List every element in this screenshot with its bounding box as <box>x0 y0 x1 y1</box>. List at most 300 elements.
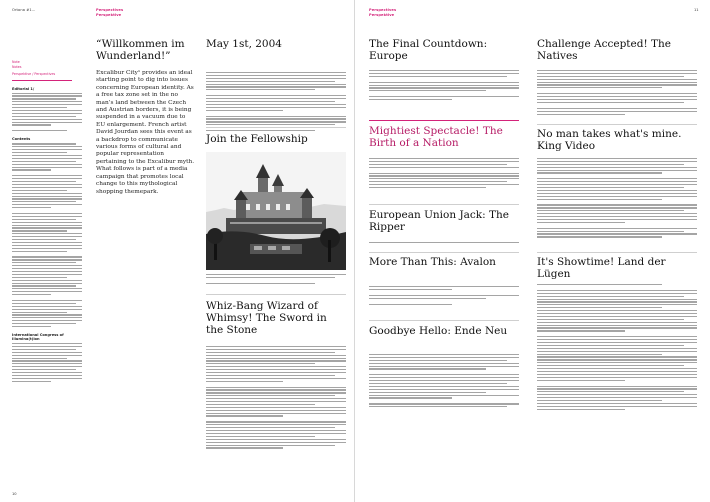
body-text-line <box>12 178 82 179</box>
body-text-line <box>537 164 684 165</box>
body-text-line <box>206 78 346 79</box>
left-sidebar <box>12 60 82 384</box>
body-text-line <box>537 299 697 300</box>
body-text-line <box>12 323 76 324</box>
body-text-line <box>537 233 697 234</box>
body-text-line <box>537 330 625 331</box>
body-text-line <box>12 98 76 99</box>
ripper-heading: European Union Jack: The Ripper <box>369 209 510 233</box>
body-text-line <box>206 398 346 399</box>
body-text-line <box>537 386 697 387</box>
body-text-line <box>537 307 662 308</box>
challenge-heading: Challenge Accepted! The Natives <box>537 38 671 62</box>
challenge-body <box>537 70 697 116</box>
left-page-number: 10 <box>12 492 17 496</box>
right-section-folio <box>369 8 396 18</box>
final-countdown-body <box>369 70 519 102</box>
body-text-line <box>12 198 82 199</box>
body-text-line <box>12 95 82 96</box>
body-text-line <box>12 265 82 266</box>
body-text-line <box>369 76 507 77</box>
body-text-line <box>12 213 82 214</box>
avalon-rule <box>369 252 519 253</box>
body-text-line <box>537 293 697 294</box>
body-text-line <box>206 283 315 284</box>
join-heading: Join the Fellowship <box>206 133 308 145</box>
body-text-line <box>12 251 67 252</box>
body-text-line <box>12 291 82 292</box>
body-text-line <box>206 436 315 437</box>
body-text-line <box>537 391 684 392</box>
body-text-line <box>206 401 346 402</box>
sidebar-heading-congress: International Congress of Illumina(t)ion <box>12 333 64 342</box>
body-text-line <box>537 76 684 77</box>
body-text-line <box>12 119 82 120</box>
body-text-line <box>12 271 82 272</box>
body-text-line <box>206 413 346 414</box>
body-text-line <box>206 346 346 347</box>
body-text-line <box>12 184 82 185</box>
body-text-line <box>369 304 452 305</box>
body-text-line <box>537 170 697 171</box>
mightiest-pink-rule <box>369 120 519 121</box>
body-text-line <box>12 175 82 176</box>
body-text-line <box>12 259 82 260</box>
body-text-line <box>12 288 82 289</box>
body-text-line <box>537 388 697 389</box>
body-text-line <box>369 178 519 179</box>
whiz-heading: Whiz-Bang Wizard of Whimsy! The Sword in the Stone <box>206 300 327 336</box>
noman-rule <box>537 124 697 125</box>
body-text-line <box>206 372 346 373</box>
body-text-line <box>537 204 697 205</box>
body-text-line <box>206 366 346 367</box>
body-text-line <box>12 143 76 144</box>
body-text-line <box>369 73 519 74</box>
body-text-line <box>537 400 662 401</box>
body-text-line <box>537 216 697 217</box>
sidebar-tag-3: Perspektive / Perspectives <box>12 72 56 76</box>
body-text-line <box>206 274 346 275</box>
body-text-line <box>369 286 519 287</box>
body-text-line <box>537 406 697 407</box>
body-text-line <box>369 374 519 375</box>
body-text-line <box>206 404 315 405</box>
body-text-line <box>369 167 519 168</box>
body-text-line <box>12 352 82 353</box>
body-text-line <box>12 113 82 114</box>
right-page <box>355 0 710 502</box>
body-text-line <box>369 406 507 407</box>
body-text-line <box>12 320 82 321</box>
sidebar-tag-2: Notes <box>12 65 22 69</box>
body-text-line <box>369 158 519 159</box>
body-text-line <box>369 380 519 381</box>
body-text-line <box>537 84 697 85</box>
body-text-line <box>537 219 697 220</box>
castle-photo <box>206 152 346 270</box>
body-text-line <box>537 199 662 200</box>
body-text-line <box>12 107 67 108</box>
body-text-line <box>12 225 82 226</box>
mightiest-body <box>369 158 519 190</box>
body-text-line <box>206 369 346 370</box>
goodbye-rule <box>369 320 519 321</box>
body-text-line <box>206 86 346 87</box>
body-text-line <box>537 184 697 185</box>
body-text-line <box>206 352 335 353</box>
body-text-line <box>206 72 346 73</box>
showtime-rule <box>537 252 697 253</box>
date-body <box>206 72 346 133</box>
body-text-line <box>537 193 697 194</box>
body-text-line <box>12 193 82 194</box>
mightiest-heading: Mightiest Spectacle! The Birth of a Nation <box>369 125 503 149</box>
body-text-line <box>12 236 82 237</box>
whiz-rule <box>206 294 346 295</box>
body-text-line <box>537 114 625 115</box>
body-text-line <box>537 374 697 375</box>
body-text-line <box>537 296 684 297</box>
body-text-line <box>537 158 697 159</box>
body-text-line <box>12 164 82 165</box>
body-text-line <box>12 372 82 373</box>
body-text-line <box>537 339 697 340</box>
body-text-line <box>369 242 519 243</box>
body-text-line <box>206 130 315 131</box>
body-text-line <box>12 381 51 382</box>
body-text-line <box>537 190 697 191</box>
body-text-line <box>537 228 697 229</box>
body-text-line <box>12 227 82 228</box>
body-text-line <box>369 90 486 91</box>
noman-heading: No man takes what's mine. King Video <box>537 128 682 152</box>
body-text-line <box>369 161 519 162</box>
body-text-line <box>537 365 684 366</box>
body-text-line <box>537 316 697 317</box>
body-text-line <box>537 345 684 346</box>
body-text-line <box>12 274 82 275</box>
ripper-body <box>369 242 519 245</box>
body-text-line <box>206 375 335 376</box>
body-text-line <box>369 295 519 296</box>
left-section-label: Perspectives <box>96 8 124 12</box>
body-text-line <box>12 245 82 246</box>
body-text-line <box>537 181 697 182</box>
sidebar-heading-editorial: Editorial 1/ <box>12 86 35 91</box>
final-countdown-heading: The Final Countdown: Europe <box>369 38 488 62</box>
whiz-body <box>206 346 346 450</box>
body-text-line <box>369 357 519 358</box>
body-text-line <box>537 284 662 285</box>
body-text-line <box>537 342 697 343</box>
left-folio <box>12 8 35 12</box>
body-text-line <box>12 366 82 367</box>
body-text-line <box>12 262 76 263</box>
body-text-line <box>12 219 76 220</box>
join-rule <box>206 127 346 128</box>
body-text-line <box>537 231 684 232</box>
body-text-line <box>537 236 662 237</box>
body-text-line <box>12 187 82 188</box>
body-text-line <box>206 424 346 425</box>
body-text-line <box>537 348 697 349</box>
body-text-line <box>206 355 346 356</box>
sidebar-tag-1: Note <box>12 60 20 64</box>
body-text-line <box>537 371 697 372</box>
body-text-line <box>369 360 507 361</box>
goodbye-body <box>369 354 519 409</box>
body-text-line <box>206 75 346 76</box>
sidebar-heading-contents: Contents <box>12 137 31 142</box>
body-text-line <box>12 256 82 257</box>
body-text-line <box>12 161 76 162</box>
body-text-line <box>206 415 283 416</box>
body-text-line <box>12 309 82 310</box>
body-text-line <box>12 355 82 356</box>
left-subsection-label: Perspektive <box>96 13 122 17</box>
feature-quote-heading: “Willkommen im Wunderland!” <box>96 38 185 62</box>
body-text-line <box>12 303 76 304</box>
body-text-line <box>537 102 684 103</box>
left-section-folio <box>96 8 123 18</box>
body-text-line <box>537 322 697 323</box>
body-text-line <box>537 196 697 197</box>
body-text-line <box>12 204 82 205</box>
body-text-line <box>537 403 697 404</box>
body-text-line <box>206 81 335 82</box>
body-text-line <box>537 377 697 378</box>
body-text-line <box>12 201 76 202</box>
body-text-line <box>12 280 82 281</box>
body-text-line <box>12 101 82 102</box>
body-text-line <box>369 354 519 355</box>
body-text-line <box>206 116 346 117</box>
body-text-line <box>12 306 82 307</box>
body-text-line <box>206 439 346 440</box>
body-text-line <box>537 187 684 188</box>
body-text-line <box>12 116 76 117</box>
body-text-line <box>369 392 486 393</box>
showtime-heading: It's Showtime! Land der Lügen <box>537 256 666 280</box>
body-text-line <box>12 349 76 350</box>
body-text-line <box>537 108 697 109</box>
feature-lede: Excalibur City¹ provides an ideal starting point to dig into issues concerning European identity. As a free tax zone set in the no man’s land between the Czech and Austrian borders, it is being suspended in a vacuum due to EU enlargement. French artist David Jourdan sees this event as a backdrop to communicate various forms of cultural and popular representation pertaining to the Excalibur myth. What follows is part of a media campaign that promotes local change to this mythological shopping themepark. <box>96 70 195 195</box>
body-text-line <box>537 368 697 369</box>
body-text-line <box>369 96 519 97</box>
body-text-line <box>12 300 82 301</box>
ripper-rule <box>369 204 519 205</box>
body-text-line <box>369 397 452 398</box>
body-text-line <box>12 169 51 170</box>
photo-caption <box>206 274 346 286</box>
body-text-line <box>12 155 82 156</box>
body-text-line <box>206 121 346 122</box>
body-text-line <box>206 410 346 411</box>
body-text-line <box>369 383 507 384</box>
body-text-line <box>537 301 697 302</box>
avalon-body <box>369 274 519 306</box>
body-text-line <box>206 95 346 96</box>
right-page-number: 11 <box>694 8 699 12</box>
body-text-line <box>369 70 519 71</box>
body-text-line <box>206 358 346 359</box>
body-text-line <box>537 354 662 355</box>
body-text-line <box>537 290 697 291</box>
body-text-line <box>12 233 82 234</box>
body-text-line <box>206 381 283 382</box>
body-text-line <box>206 421 346 422</box>
goodbye-heading: Goodbye Hello: Ende Neu <box>369 325 508 337</box>
body-text-line <box>12 104 82 105</box>
body-text-line <box>537 161 697 162</box>
body-text-line <box>12 216 82 217</box>
body-text-line <box>537 409 625 410</box>
body-text-line <box>537 82 697 83</box>
showtime-body <box>537 284 697 412</box>
noman-body <box>537 158 697 239</box>
body-text-line <box>537 310 697 311</box>
body-text-line <box>12 146 82 147</box>
body-text-line <box>206 395 335 396</box>
body-text-line <box>12 242 82 243</box>
body-text-line <box>537 207 697 208</box>
body-text-line <box>12 343 82 344</box>
body-text-line <box>537 70 697 71</box>
body-text-line <box>206 389 346 390</box>
body-text-line <box>12 268 82 269</box>
body-text-line <box>12 312 67 313</box>
body-text-line <box>369 99 452 100</box>
body-text-line <box>537 359 697 360</box>
body-text-line <box>537 397 697 398</box>
body-text-line <box>206 349 346 350</box>
body-text-line <box>12 181 76 182</box>
body-text-line <box>537 167 697 168</box>
body-text-line <box>206 107 346 108</box>
body-text-line <box>206 363 315 364</box>
body-text-line <box>206 360 346 361</box>
body-text-line <box>369 368 486 369</box>
body-text-line <box>12 363 82 364</box>
right-subsection-label: Perspektive <box>369 13 395 17</box>
body-text-line <box>537 87 662 88</box>
body-text-line <box>206 442 346 443</box>
body-text-line <box>206 433 346 434</box>
body-text-line <box>369 377 519 378</box>
body-text-line <box>206 430 346 431</box>
body-text-line <box>12 110 82 111</box>
body-text-line <box>537 99 697 100</box>
body-text-line <box>12 158 82 159</box>
body-text-line <box>537 96 697 97</box>
body-text-line <box>206 427 335 428</box>
body-text-line <box>12 378 82 379</box>
body-text-line <box>537 356 697 357</box>
body-text-line <box>12 124 51 125</box>
body-text-line <box>537 222 625 223</box>
body-text-line <box>369 187 486 188</box>
body-text-line <box>369 184 519 185</box>
body-text-line <box>12 130 67 131</box>
body-text-line <box>206 110 283 111</box>
body-text-line <box>12 283 82 284</box>
body-text-line <box>369 289 452 290</box>
body-text-line <box>206 124 335 125</box>
body-text-line <box>369 82 519 83</box>
body-text-line <box>12 358 67 359</box>
body-text-line <box>537 351 697 352</box>
body-text-line <box>206 89 315 90</box>
body-text-line <box>12 239 76 240</box>
body-text-line <box>537 394 697 395</box>
body-text-line <box>537 362 697 363</box>
body-text-line <box>537 213 697 214</box>
body-text-line <box>537 327 697 328</box>
body-text-line <box>206 407 346 408</box>
body-text-line <box>206 118 346 119</box>
body-text-line <box>12 346 82 347</box>
body-text-line <box>369 164 507 165</box>
body-text-line <box>537 325 697 326</box>
left-magazine-title: Ortona #1... <box>12 8 36 12</box>
body-text-line <box>369 389 519 390</box>
body-text-line <box>12 294 51 295</box>
body-text-line <box>206 447 283 448</box>
castle-illustration <box>206 152 346 270</box>
body-text-line <box>12 167 82 168</box>
body-text-line <box>369 403 519 404</box>
body-text-line <box>369 386 519 387</box>
body-text-line <box>12 326 51 327</box>
body-text-line <box>12 190 67 191</box>
body-text-line <box>206 392 346 393</box>
body-text-line <box>537 111 697 112</box>
body-text-line <box>537 210 684 211</box>
avalon-heading: More Than This: Avalon <box>369 256 496 268</box>
body-text-line <box>12 375 82 376</box>
body-text-line <box>369 395 519 396</box>
body-text-line <box>537 178 697 179</box>
body-text-line <box>12 248 82 249</box>
body-text-line <box>12 196 82 197</box>
body-text-line <box>369 298 486 299</box>
body-text-line <box>12 360 82 361</box>
body-text-line <box>206 84 346 85</box>
body-text-line <box>12 369 76 370</box>
body-text-line <box>206 101 335 102</box>
right-section-label: Perspectives <box>369 8 397 12</box>
body-text-line <box>537 336 697 337</box>
body-text-line <box>12 277 67 278</box>
body-text-line <box>12 207 51 208</box>
body-text-line <box>12 285 76 286</box>
date-heading: May 1st, 2004 <box>206 38 282 50</box>
body-text-line <box>369 173 519 174</box>
body-text-line <box>12 93 82 94</box>
body-text-line <box>537 313 697 314</box>
body-text-line <box>12 222 82 223</box>
body-text-line <box>369 366 519 367</box>
body-text-line <box>537 93 697 94</box>
body-text-line <box>206 378 346 379</box>
body-text-line <box>12 152 67 153</box>
body-text-line <box>537 304 697 305</box>
body-text-line <box>369 87 519 88</box>
body-text-line <box>12 317 82 318</box>
body-text-line <box>12 230 67 231</box>
body-text-line <box>537 319 684 320</box>
